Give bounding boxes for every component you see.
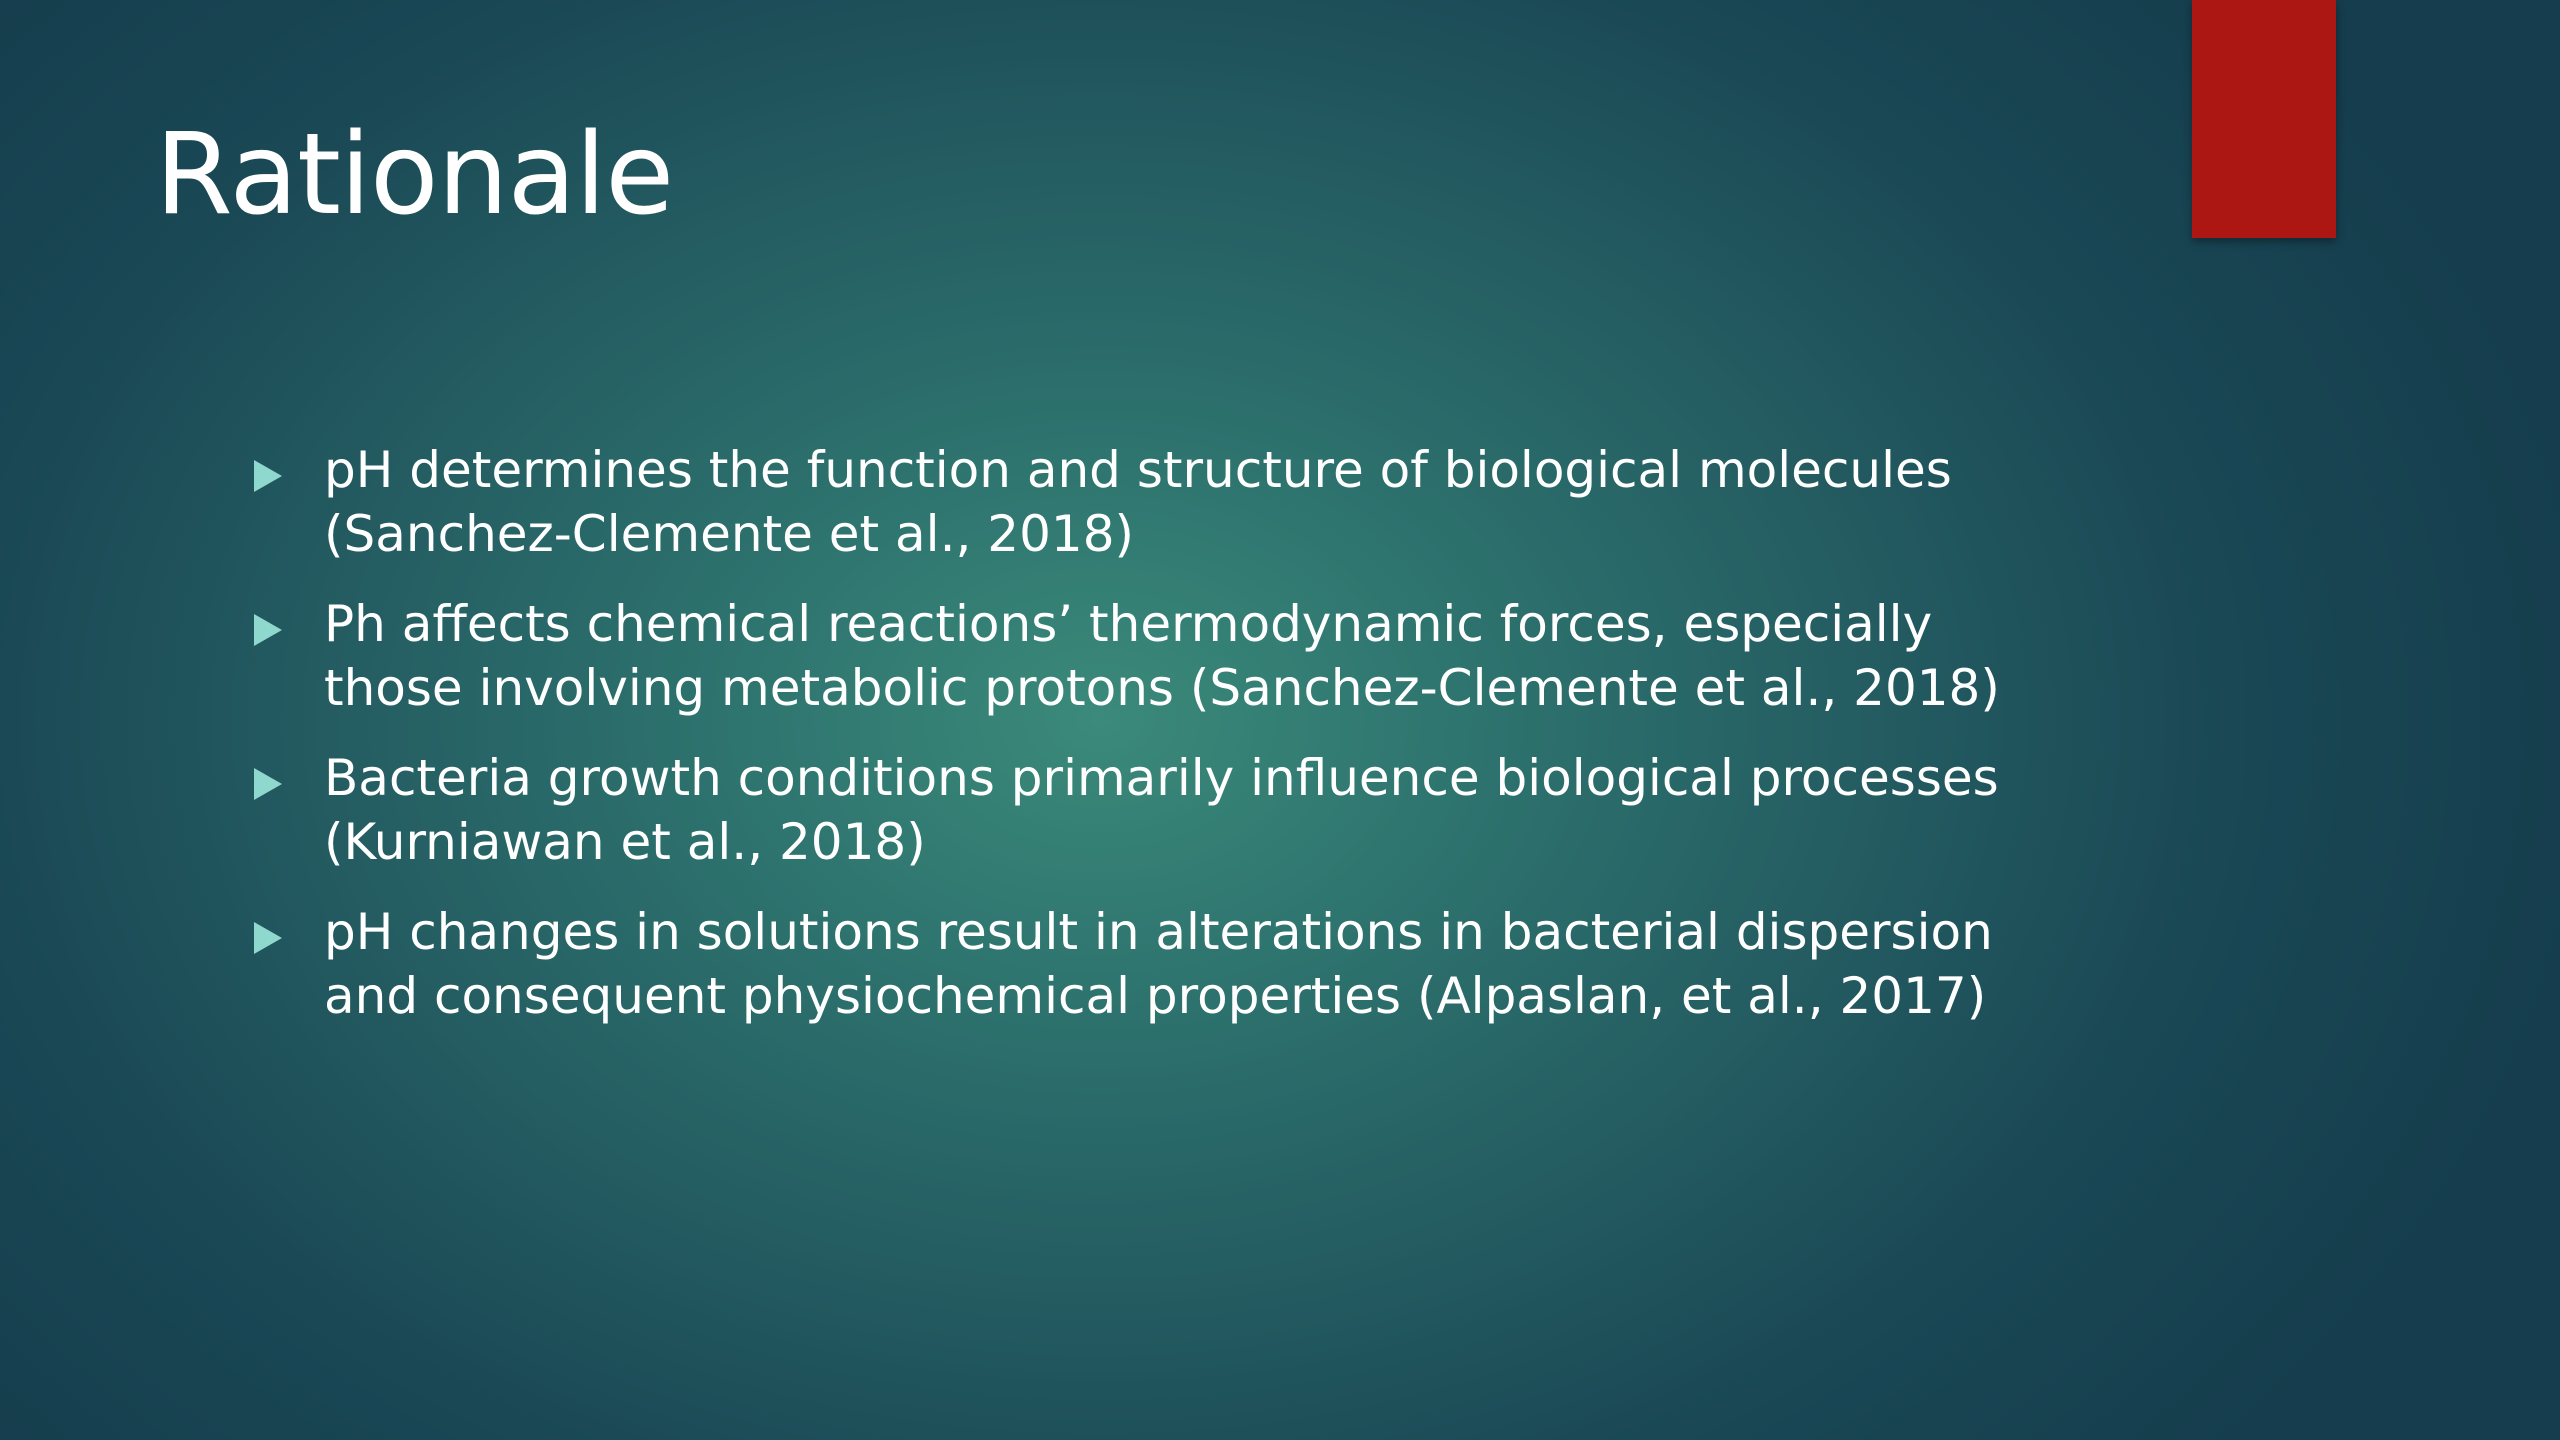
bullet-item [250, 746, 2150, 874]
bullet-text-line: pH changes in solutions result in alterations in bacterial dispersion [324, 903, 1993, 961]
bullet-text-line: pH determines the function and structure of biological molecules [324, 441, 1952, 499]
bullet-text-line: those involving metabolic protons (Sanchez-Clemente et al., 2018) [324, 659, 2000, 717]
bullet-text-line: and consequent physiochemical properties (Alpaslan, et al., 2017) [324, 967, 1987, 1025]
bullet-text-line: (Sanchez-Clemente et al., 2018) [324, 505, 1135, 563]
triangle-right-icon [254, 768, 282, 800]
triangle-right-icon [254, 922, 282, 954]
triangle-right-icon [254, 460, 282, 492]
triangle-right-icon [254, 614, 282, 646]
bullet-text-line: (Kurniawan et al., 2018) [324, 813, 926, 871]
bullet-text-line: Ph affects chemical reactions’ thermodynamic forces, especially [324, 595, 1933, 653]
bullet-item [250, 592, 2150, 720]
slide-title: Rationale [155, 110, 674, 240]
bullet-item [250, 438, 2150, 566]
bullet-list [250, 438, 2150, 1054]
bullet-text-line: Bacteria growth conditions primarily influence biological processes [324, 749, 1999, 807]
accent-bar [2192, 0, 2336, 238]
bullet-item [250, 900, 2150, 1028]
